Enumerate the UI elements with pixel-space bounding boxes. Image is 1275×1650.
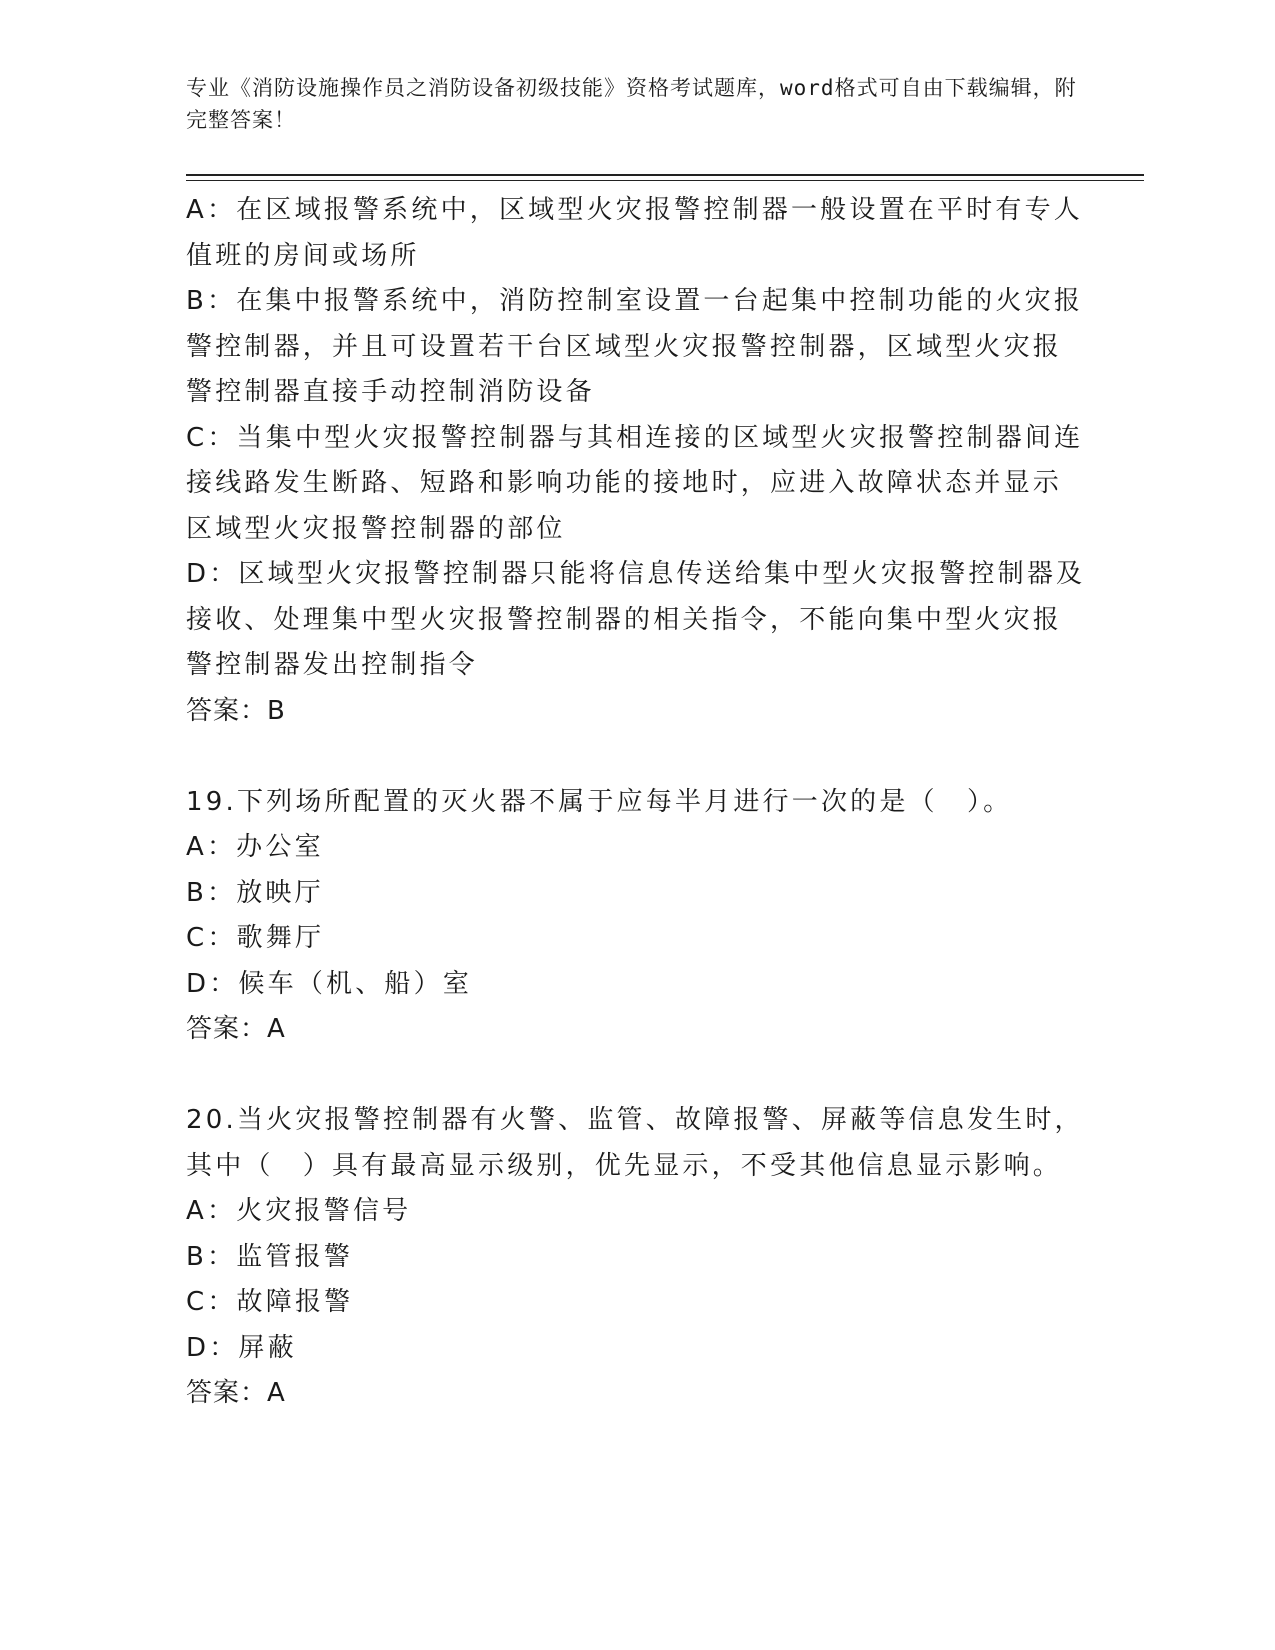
option-c: C：当集中型火灾报警控制器与其相连接的区域型火灾报警控制器间连接线路发生断路、短路和影响功能的接地时，应进入故障状态并显示区域型火灾报警控制器的部位 [186,422,1084,544]
option-b: B：在集中报警系统中，消防控制室设置一台起集中控制功能的火灾报警控制器，并且可设置若干台区域型火灾报警控制器，区域型火灾报警控制器直接手动控制消防设备 [186,286,1084,407]
spacer [186,1053,1086,1099]
question-content [186,188,1086,1417]
option-b: B：监管报警 [186,1241,354,1272]
option-a: A：办公室 [186,832,324,862]
question-19 [186,780,1086,1053]
option-d: D：区域型火灾报警控制器只能将信息传送给集中型火灾报警控制器及接收、处理集中型火灾报警控制器的相关指令，不能向集中型火灾报警控制器发出控制指令 [186,559,1086,680]
question-18 [186,188,1086,734]
answer: 答案：B [186,695,286,726]
header-divider-thin [186,180,1144,181]
option-a: A：在区域报警系统中，区域型火灾报警控制器一般设置在平时有专人值班的房间或场所 [186,195,1083,271]
option-d: D：屏蔽 [186,1332,297,1363]
header-divider-thick [186,174,1144,176]
question-20 [186,1098,1086,1417]
question-stem: 20.当火灾报警控制器有火警、监管、故障报警、屏蔽等信息发生时，其中（ ）具有最高显示级别，优先显示，不受其他信息显示影响。 [186,1105,1084,1181]
header-title: 专业《消防设施操作员之消防设备初级技能》资格考试题库，word格式可自由下载编辑，附完整答案！ [186,76,1077,132]
option-a: A：火灾报警信号 [186,1196,412,1226]
option-c: C：故障报警 [186,1287,354,1317]
question-stem: 19.下列场所配置的灭火器不属于应每半月进行一次的是（ ）。 [186,786,1013,817]
option-b: B：放映厅 [186,877,324,908]
option-c: C：歌舞厅 [186,923,325,953]
spacer [186,734,1086,780]
document-header [186,72,1086,136]
answer: 答案：A [186,1378,286,1408]
option-d: D：候车（机、船）室 [186,968,473,999]
answer: 答案：A [186,1014,286,1044]
